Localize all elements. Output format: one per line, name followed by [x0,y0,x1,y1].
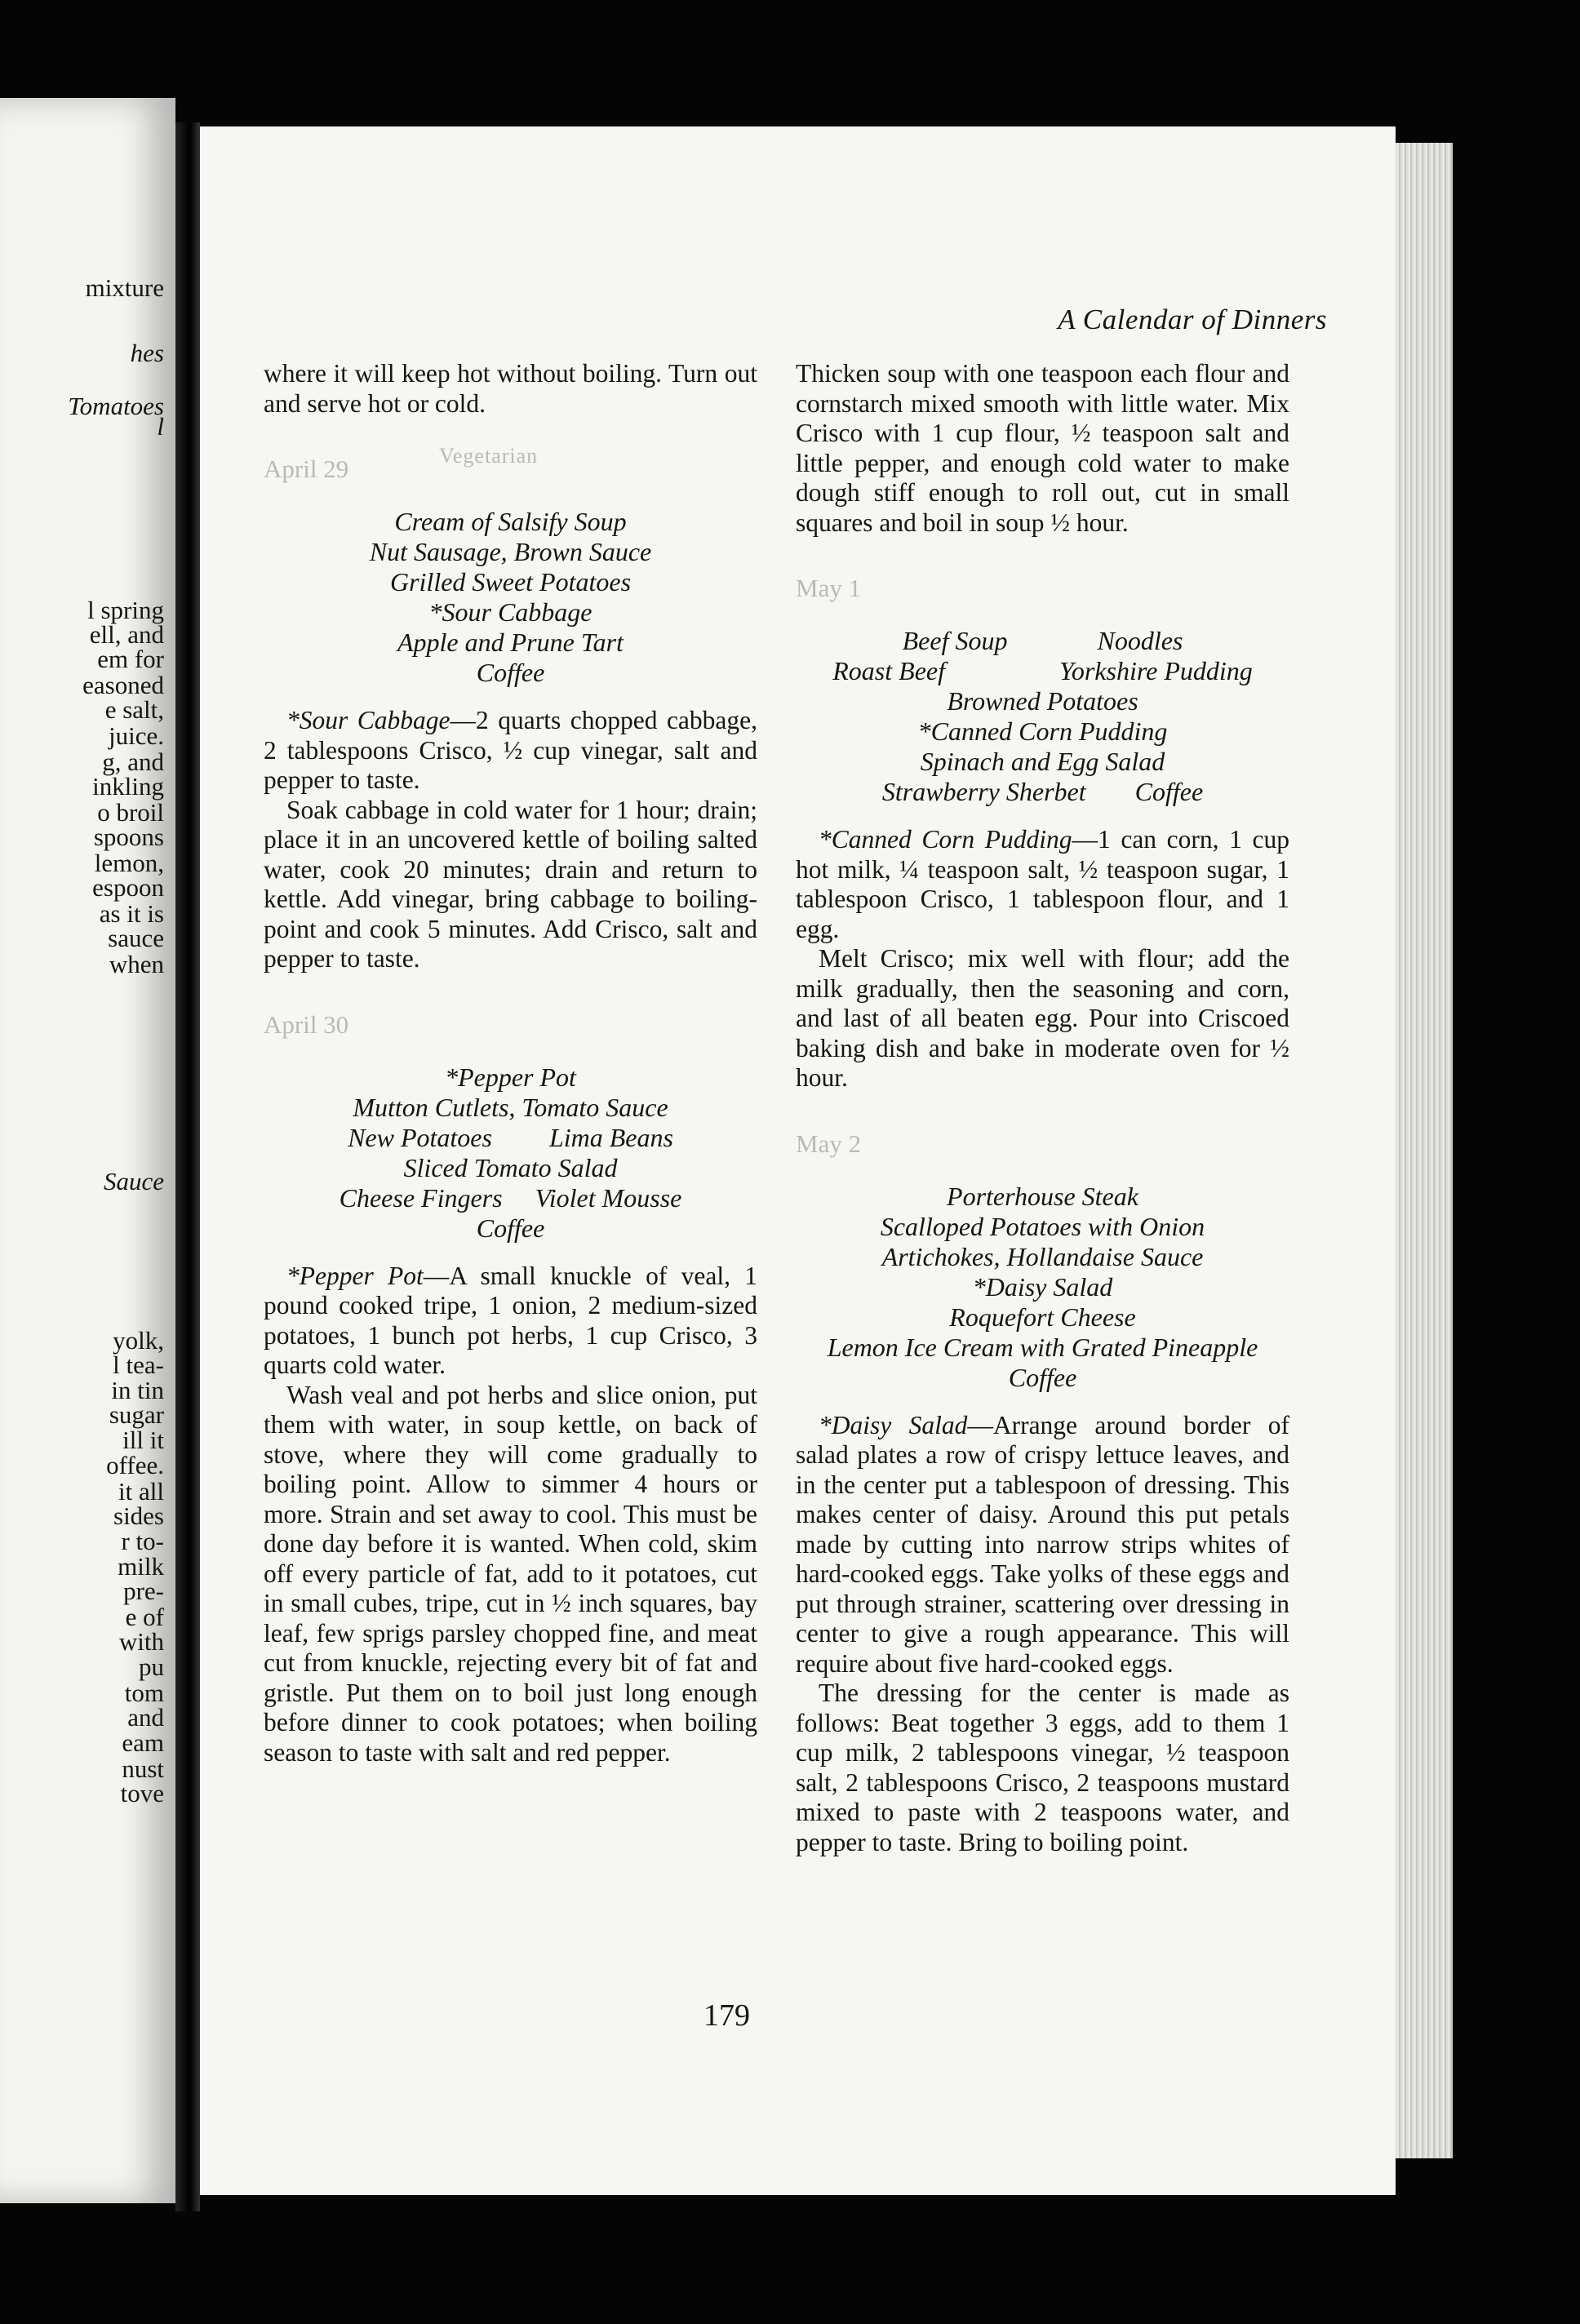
menu-item: Scalloped Potatoes with Onion [880,1211,1205,1241]
facing-page-text-fragment: lemon, [94,849,164,877]
menu-item: Yorkshire Pudding [1059,656,1253,685]
facing-page-text-fragment: nust [122,1754,164,1783]
recipe-method: Melt Crisco; mix well with flour; add the milk gradually, then the seasoning and corn, and last of all beaten egg. Pour into Criscoed baking dish and bake in moderate oven for ½ hour. [796,944,1289,1092]
facing-page-text-fragment: Tomatoes [68,392,164,420]
menu-item: Roast Beef [832,656,945,685]
facing-page-text-fragment: eam [122,1728,164,1757]
date-heading-april-29 [264,441,757,490]
facing-page-text-fragment: tove [120,1779,164,1807]
facing-page-text-fragment: l tea- [113,1350,164,1379]
recipe-sour-cabbage [264,706,757,796]
right-column [796,359,1289,1857]
menu-item: *Pepper Pot [445,1062,576,1092]
menu-item: *Canned Corn Pudding [917,716,1168,746]
menu-item: Lima Beans [548,1122,673,1152]
facing-page-text-fragment: milk [118,1552,164,1581]
facing-page-text-fragment: it all [118,1477,164,1506]
menu-tag: Vegetarian [439,444,539,468]
recipe-ingredients: —Arrange around border of salad plates a row of crispy lettuce leaves, and in the center put a tablespoon of dressing. This makes center of daisy. Around this put petals made by cutting into narrow strips whites of hard-cooked eggs. Take yolks of these eggs and put through strainer, scattering over dressing in center to give a rough appearance. This will require about five hard-cooked eggs. [796,1410,1289,1678]
menu-item: Artichokes, Hollandaise Sauce [881,1241,1204,1271]
menu-item: New Potatoes [348,1122,492,1152]
recipe-method: Wash veal and pot herbs and slice onion, put them with water, in soup kettle, on back of stove, where they will come gradually to boiling point. Allow to simmer 4 hours or more. Strain and set away to cool. This must be done day before it is wanted. When cold, skim off every particle of fat, add to it potatoes, cut in small cubes, tripe, cut in ½ inch squares, bay leaf, few sprigs parsley chopped fine, and meat cut from knuckle, rejecting every bit of fat and gristle. Put them on to boil just long enough before dinner to cook potatoes; when boiling season to taste with salt and red pepper. [264,1380,757,1767]
facing-page-text-fragment: pu [139,1652,164,1681]
menu-item: Lemon Ice Cream with Grated Pineapple [827,1332,1258,1362]
menu-row [796,777,1289,807]
menu-item: Spinach and Egg Salad [920,747,1165,776]
facing-page-text-fragment: espoon [92,873,164,902]
menu-row [264,1183,757,1213]
facing-page-text-fragment: sides [113,1501,164,1530]
date-label: April 29 [264,455,349,483]
menu-item: Browned Potatoes [947,686,1138,716]
date-heading-may-2 [796,1116,1289,1165]
recipe-name: *Pepper Pot [286,1261,424,1290]
facing-page-text-fragment: sugar [109,1400,164,1429]
page-edges [1396,143,1453,2158]
menu-item: Violet Mousse [535,1182,682,1213]
facing-page-text-fragment: spoons [93,823,164,851]
facing-page-text-fragment: em for [97,645,164,673]
menu-item: *Daisy Salad [972,1271,1113,1302]
facing-page-text-fragment: offee. [106,1451,164,1479]
recipe-name: *Sour Cabbage [286,706,450,734]
facing-page-text-fragment: ell, and [89,620,164,649]
continuation-text: Thicken soup with one teaspoon each flour and cornstarch mixed smooth with little water. Mix Crisco with 1 cup flour, ½ teaspoon salt and little pepper, and enough cold water to make dough stiff enough to roll out, cut in small squares and boil in soup ½ hour. [796,359,1289,537]
date-label: April 30 [264,1009,349,1039]
menu-item: Coffee [1008,1362,1077,1392]
book-gutter [175,122,200,2211]
facing-page-text-fragment: with [118,1627,164,1656]
continuation-text: where it will keep hot without boiling. Turn out and serve hot or cold. [264,359,757,418]
recipe-method: The dressing for the center is made as follows: Beat together 3 eggs, add to them 1 cup milk, 2 tablespoons vinegar, ½ teaspoon salt, 2 tablespoons Crisco, 2 teaspoons mustard mixed to paste with 2 teaspoons water, and pepper to taste. Bring to boiling point. [796,1679,1289,1856]
recipe-canned-corn-pudding [796,825,1289,944]
menu-item: Roquefort Cheese [949,1302,1136,1332]
menu-item: *Sour Cabbage [428,597,592,627]
facing-page-text-fragment: l spring [87,596,164,624]
recipe-pepper-pot [264,1262,757,1381]
facing-page-text-fragment: as it is [99,899,164,928]
date-label: May 1 [796,574,862,602]
facing-page-text-fragment: Sauce [103,1167,164,1195]
menu-item: Porterhouse Steak [947,1181,1138,1211]
menu-may-2 [796,1182,1289,1393]
menu-item: Cream of Salsify Soup [394,507,627,536]
facing-page-text-fragment: e salt, [104,695,164,724]
menu-row [264,1123,757,1153]
facing-page-text-fragment: mixture [85,273,164,302]
menu-item: Apple and Prune Tart [397,628,624,657]
menu-item: Noodles [1097,626,1183,655]
left-column [264,359,757,1767]
facing-page-text-fragment: g, and [102,747,164,776]
menu-row [796,626,1289,656]
facing-page-text-fragment: o broil [97,798,164,827]
recipe-ingredients: —1 can corn, 1 cup hot milk, ¼ teaspoon salt, ½ teaspoon sugar, 1 tablespoon Crisco, 1 tablespoon flour, and 1 egg. [796,825,1289,943]
facing-page-text-fragment: easoned [82,671,164,699]
menu-item: Nut Sausage, Brown Sauce [369,537,652,566]
menu-item: Coffee [476,1213,545,1243]
recipe-name: *Canned Corn Pudding [819,825,1072,854]
menu-item: Coffee [1134,777,1204,806]
menu-april-29 [264,507,757,688]
menu-may-1 [796,626,1289,807]
facing-page-text-fragment: sauce [108,924,164,952]
recipe-ingredients: —A small knuckle of veal, 1 pound cooked tripe, 1 onion, 2 medium-sized potatoes, 1 bunch pot herbs, 1 cup Crisco, 3 quarts cold water. [264,1261,757,1379]
date-heading-april-30 [264,997,757,1046]
facing-page-left [0,98,175,2203]
menu-item: Strawberry Sherbet [881,777,1086,806]
facing-page-text-fragment: when [109,950,164,978]
recipe-method: Soak cabbage in cold water for 1 hour; drain; place it in an uncovered kettle of boiling salted water, cook 20 minutes; drain and return to kettle. Add vinegar, bring cabbage to boiling-point and cook 5 minutes. Add Crisco, salt and pepper to taste. [264,795,757,973]
menu-april-30 [264,1062,757,1244]
menu-item: Sliced Tomato Salad [403,1152,618,1182]
menu-item: Cheese Fingers [339,1182,503,1213]
menu-item: Mutton Cutlets, Tomato Sauce [353,1092,668,1122]
recipe-ingredients: —2 quarts chopped cabbage, 2 tablespoons Crisco, ½ cup vinegar, salt and pepper to taste. [264,706,757,794]
facing-page-text-fragment: l [157,412,164,441]
page-number: 179 [703,1998,750,2033]
date-heading-may-1 [796,561,1289,610]
recipe-name: *Daisy Salad [819,1410,968,1439]
menu-row [796,656,1289,686]
facing-page-text-fragment: and [127,1703,164,1732]
facing-page-text-fragment: in tin [111,1376,164,1404]
facing-page-text-fragment: yolk, [113,1326,164,1355]
facing-page-text-fragment: juice. [109,721,164,750]
facing-page-text-fragment: inkling [92,772,164,801]
recipe-daisy-salad [796,1411,1289,1679]
date-label: May 2 [796,1129,862,1158]
facing-page-text-fragment: e of [125,1603,164,1631]
facing-page-text-fragment: r to- [121,1527,164,1555]
facing-page-text-fragment: pre- [123,1577,164,1605]
menu-item: Coffee [476,658,545,687]
menu-item: Beef Soup [902,626,1008,655]
facing-page-text-fragment: tom [124,1679,164,1707]
facing-page-text-fragment: ill it [122,1426,164,1454]
facing-page-text-fragment: hes [130,339,164,367]
running-head: A Calendar of Dinners [1058,304,1327,335]
menu-item: Grilled Sweet Potatoes [389,567,632,597]
